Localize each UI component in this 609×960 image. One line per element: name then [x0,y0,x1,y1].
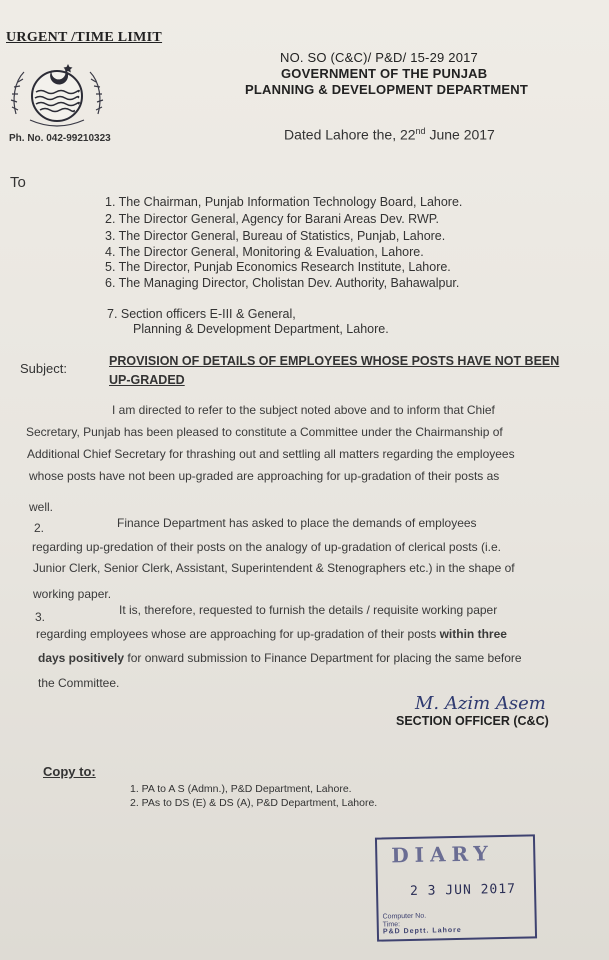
addressee-item: 5. The Director, Punjab Economics Research Institute, Lahore. [105,260,451,274]
letter-date: Dated Lahore the, 22nd June 2017 [284,126,495,143]
paragraph-number: 2. [34,521,45,535]
stamp-computer-no: Computer No. [382,912,427,921]
body-line: Additional Chief Secretary for thrashing out and settling all matters regarding the employees [27,447,515,461]
addressee-item: 6. The Managing Director, Cholistan Dev. Authority, Bahawalpur. [105,276,460,290]
stamp-date: 2 3 JUN 2017 [409,881,517,899]
stamp-footer: P&D Deptt. Lahore [382,926,462,936]
body-line: working paper. [33,587,112,601]
addressee-item-continued: Planning & Development Department, Lahore. [133,322,389,336]
body-line: Secretary, Punjab has been pleased to constitute a Committee under the Chairmanship of [26,425,503,439]
handwritten-signature: M. Azim Asem [415,693,546,714]
addressee-item: 7. Section officers E-III & General, [107,307,296,321]
body-line: regarding employees whose are approaching for up-gradation of their posts within three [36,627,507,641]
body-line: days positively for onward submission to Finance Department for placing the same before [38,651,522,665]
body-line: I am directed to refer to the subject noted above and to inform that Chief [112,403,495,417]
addressee-item: 4. The Director General, Monitoring & Evaluation, Lahore. [105,245,424,259]
stamp-title: DIARY [391,841,495,868]
punjab-government-emblem [8,52,106,132]
subject-label: Subject: [20,361,67,376]
addressee-item: 3. The Director General, Bureau of Statistics, Punjab, Lahore. [105,229,446,243]
body-line: the Committee. [38,676,120,690]
diary-stamp [375,834,537,941]
paragraph-number: 3. [35,610,46,624]
reference-number: NO. SO (C&C)/ P&D/ 15-29 2017 [280,50,478,65]
stamp-time: Time: [382,921,401,929]
addressee-item: 1. The Chairman, Punjab Information Technology Board, Lahore. [105,195,463,209]
government-title: GOVERNMENT OF THE PUNJAB [281,66,488,81]
to-label: To [10,174,26,191]
subject-text: PROVISION OF DETAILS OF EMPLOYEES WHOSE POSTS HAVE NOT BEEN UP-GRADED [109,354,560,387]
copy-item: 2. PAs to DS (E) & DS (A), P&D Department, Lahore. [130,797,378,809]
body-line: It is, therefore, requested to furnish the details / requisite working paper [119,603,498,617]
body-line: Junior Clerk, Senior Clerk, Assistant, Superintendent & Stenographers etc.) in the shape of [33,561,515,575]
copy-item: 1. PA to A S (Admn.), P&D Department, Lahore. [130,783,352,795]
body-line: well. [29,500,54,514]
addressee-item: 2. The Director General, Agency for Barani Areas Dev. RWP. [105,212,439,226]
phone-number: Ph. No. 042-99210323 [9,133,111,144]
department-title: PLANNING & DEVELOPMENT DEPARTMENT [245,82,528,97]
body-line: whose posts have not been up-graded are approaching for up-gradation of their posts as [29,469,500,483]
section-officer-title: SECTION OFFICER (C&C) [396,714,549,728]
urgent-heading: URGENT /TIME LIMIT [6,30,163,45]
body-line: regarding up-gredation of their posts on the analogy of up-gradation of clerical posts (i.e. [32,540,501,554]
copy-to-label: Copy to: [43,764,96,779]
body-line: Finance Department has asked to place the demands of employees [117,516,477,530]
